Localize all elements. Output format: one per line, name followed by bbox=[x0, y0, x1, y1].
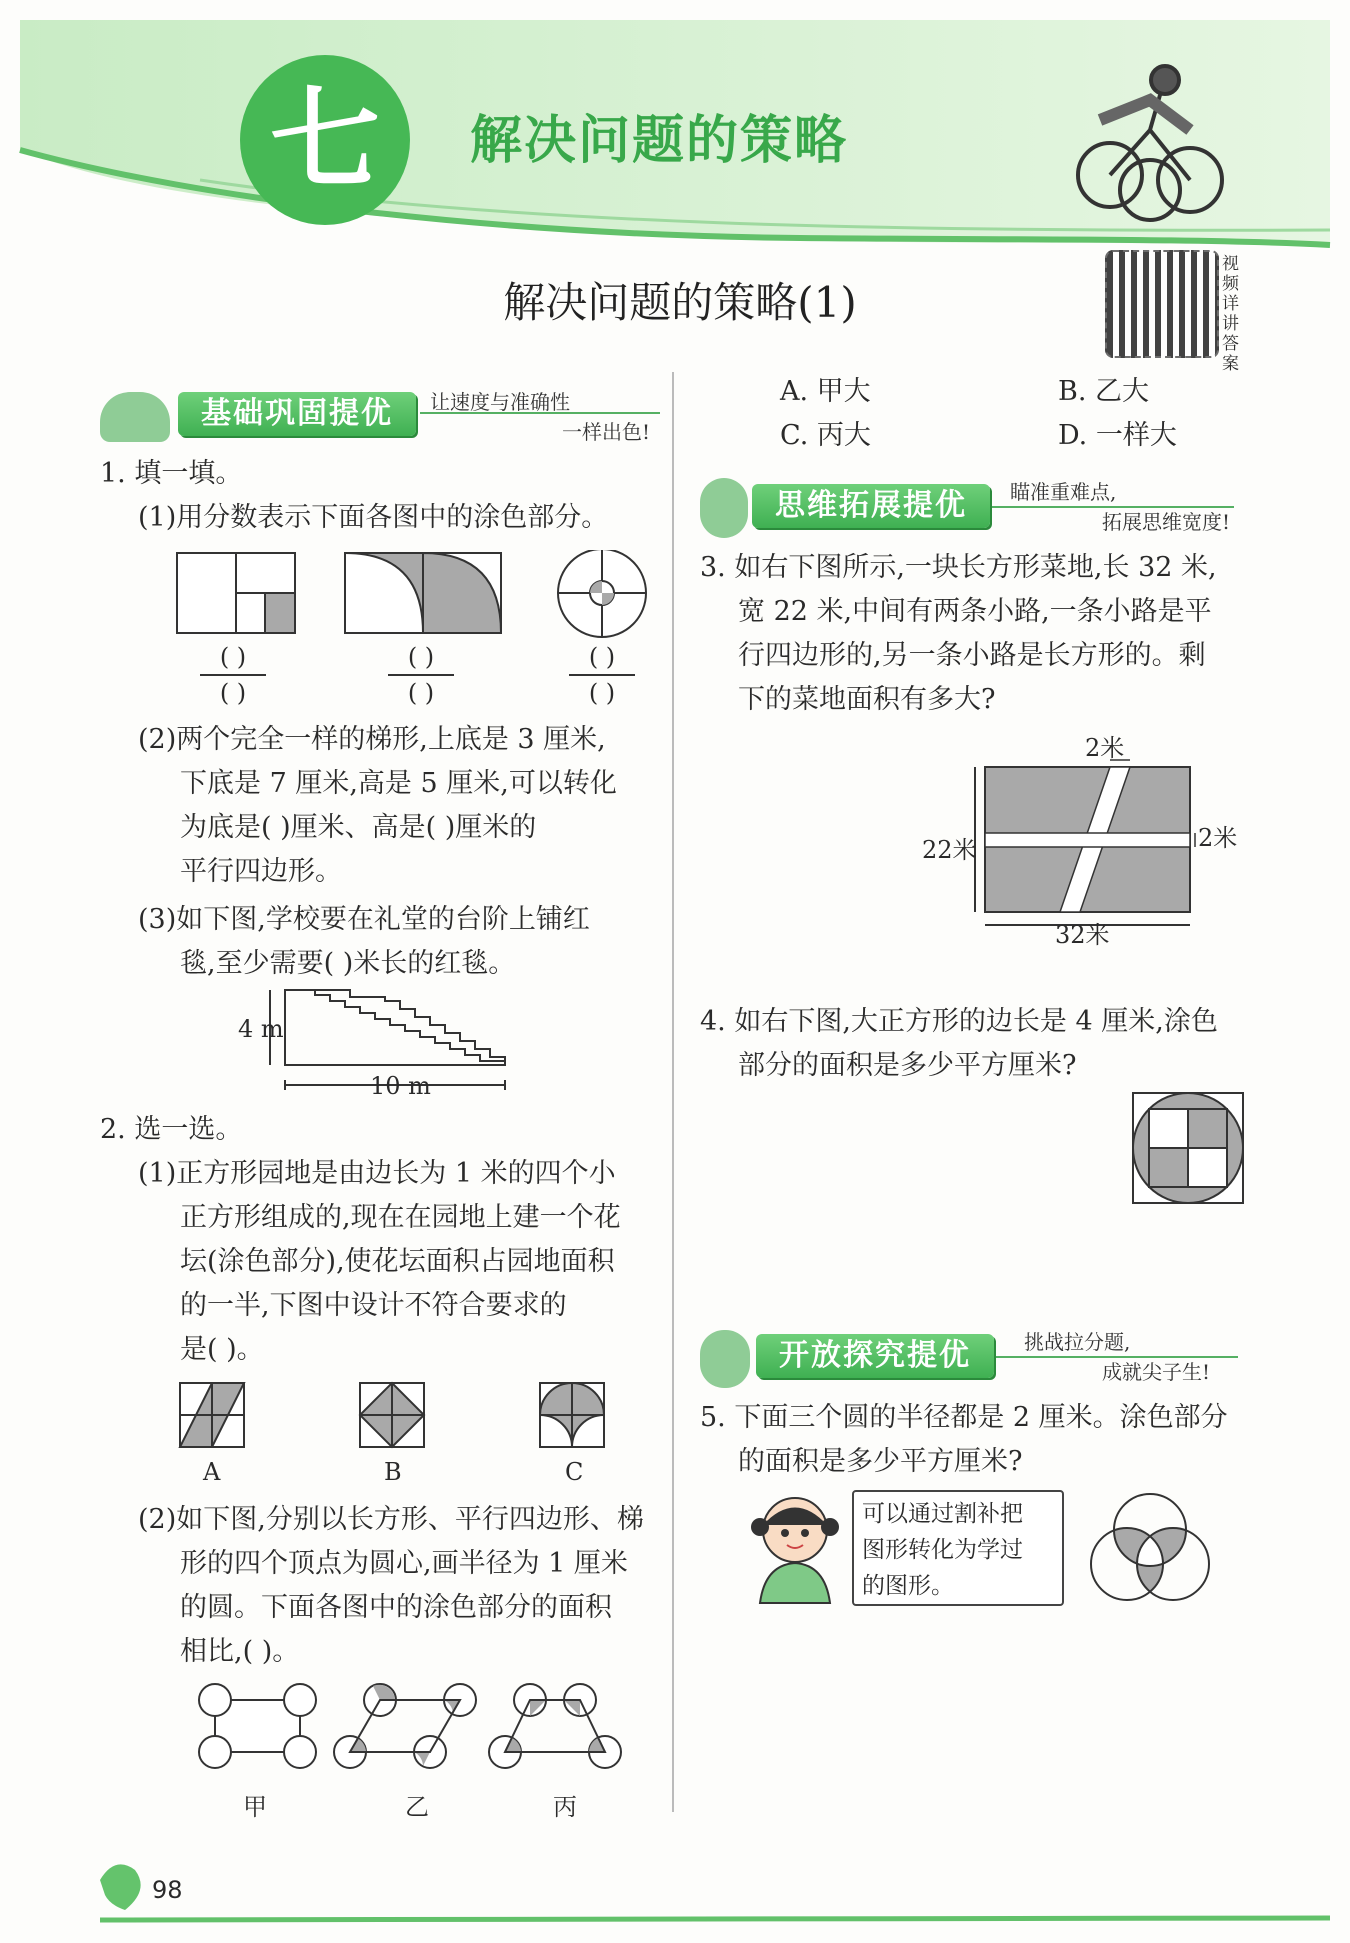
section-basic-slogan1: 让速度与准确性 bbox=[430, 390, 570, 414]
q2-part1-line2: 正方形组成的,现在在园地上建一个花 bbox=[180, 1202, 621, 1233]
design-c-label: C bbox=[565, 1458, 584, 1486]
q1-part2-line2: 下底是 7 厘米,高是 5 厘米,可以转化 bbox=[180, 768, 617, 799]
design-a-label: A bbox=[203, 1458, 221, 1486]
three-circles-diagram bbox=[1085, 1490, 1215, 1605]
fraction-blank-3[interactable] bbox=[565, 640, 639, 710]
q1-part2-line1: (2)两个完全一样的梯形,上底是 3 厘米, bbox=[138, 724, 606, 755]
figure-target-circle bbox=[558, 550, 646, 637]
q4-line2: 部分的面积是多少平方厘米? bbox=[738, 1050, 1077, 1081]
qr-code[interactable] bbox=[1105, 250, 1219, 358]
option-d[interactable]: D. 一样大 bbox=[1058, 420, 1177, 451]
fraction-blank-2[interactable] bbox=[384, 640, 458, 710]
q1-part3-line2[interactable]: 毯,至少需要( )米长的红毯。 bbox=[180, 948, 516, 979]
fraction-blank-1[interactable] bbox=[196, 640, 270, 710]
q1-part2-line3[interactable]: 为底是( )厘米、高是( )厘米的 bbox=[180, 812, 537, 843]
field-width-label: 32米 bbox=[1055, 921, 1110, 949]
hint-line2: 图形转化为学过 bbox=[862, 1537, 1023, 1563]
page-number: 98 bbox=[152, 1876, 183, 1904]
shape-bing bbox=[489, 1684, 621, 1768]
q2-part1-line5[interactable]: 是( )。 bbox=[180, 1334, 264, 1365]
q2-part2-line2: 形的四个顶点为圆心,画半径为 1 厘米 bbox=[180, 1548, 628, 1579]
shape-jia-label: 甲 bbox=[243, 1793, 267, 1821]
q5-line2: 的面积是多少平方厘米? bbox=[738, 1446, 1023, 1477]
design-b bbox=[360, 1383, 424, 1447]
option-a[interactable]: A. 甲大 bbox=[780, 376, 871, 407]
section-open-label: 开放探究提优 bbox=[756, 1334, 994, 1378]
q3-line2: 宽 22 米,中间有两条小路,一条小路是平 bbox=[738, 596, 1212, 627]
figure-quarter-circle bbox=[345, 553, 501, 633]
q2-part1-line4: 的一半,下图中设计不符合要求的 bbox=[180, 1290, 567, 1321]
hint-speech-bubble bbox=[852, 1490, 1064, 1606]
mascot-icon bbox=[700, 478, 748, 538]
section-basic-label: 基础巩固提优 bbox=[178, 392, 416, 436]
section-open-slogan1: 挑战拉分题, bbox=[1024, 1330, 1131, 1354]
design-a bbox=[180, 1383, 244, 1447]
section-open-slogan2: 成就尖子生! bbox=[1101, 1360, 1210, 1384]
denominator-blank[interactable]: ( ) bbox=[407, 679, 435, 707]
numerator-blank[interactable]: ( ) bbox=[219, 643, 247, 671]
column-divider bbox=[672, 372, 674, 1812]
q1-part1: (1)用分数表示下面各图中的涂色部分。 bbox=[138, 502, 609, 533]
q2-part2-line4[interactable]: 相比,( )。 bbox=[180, 1636, 300, 1667]
chapter-title: 解决问题的策略 bbox=[470, 111, 849, 171]
denominator-blank[interactable]: ( ) bbox=[219, 679, 247, 707]
dolphin-icon bbox=[100, 1864, 141, 1910]
hint-line3: 的图形。 bbox=[862, 1573, 954, 1599]
q3-line3: 行四边形的,另一条小路是长方形的。剩 bbox=[738, 640, 1206, 671]
figure-square-grid bbox=[177, 553, 295, 633]
section-thinking-slogan1: 瞄准重难点, bbox=[1010, 480, 1117, 504]
field-height-label: 22米 bbox=[922, 836, 977, 864]
road-width-top-label: 2米 bbox=[1085, 734, 1125, 762]
q2-circle-shapes bbox=[185, 1675, 645, 1785]
chapter-numeral: 七 bbox=[270, 76, 380, 204]
q2-part1-line1: (1)正方形园地是由边长为 1 米的四个小 bbox=[138, 1158, 616, 1189]
q4-line1: 4. 如右下图,大正方形的边长是 4 厘米,涂色 bbox=[700, 1006, 1218, 1037]
mascot-icon bbox=[100, 392, 170, 442]
stairs-height-label: 4 m bbox=[238, 1015, 284, 1043]
denominator-blank[interactable]: ( ) bbox=[588, 679, 616, 707]
section-thinking-slogan2: 拓展思维宽度! bbox=[1101, 510, 1230, 534]
q4-square-circle-diagram bbox=[1130, 1090, 1246, 1206]
q2-part2-line1: (2)如下图,分别以长方形、平行四边形、梯 bbox=[138, 1504, 644, 1535]
q2-title: 2. 选一选。 bbox=[100, 1114, 243, 1145]
vegetable-field-diagram bbox=[955, 755, 1215, 935]
section-thinking-label: 思维拓展提优 bbox=[752, 484, 990, 528]
hint-line1: 可以通过割补把 bbox=[862, 1501, 1023, 1527]
design-b-label: B bbox=[384, 1458, 402, 1486]
mascot-icon bbox=[700, 1330, 750, 1388]
q3-line1: 3. 如右下图所示,一块长方形菜地,长 32 米, bbox=[700, 552, 1217, 583]
q2-part1-line3: 坛(涂色部分),使花坛面积占园地面积 bbox=[180, 1246, 615, 1277]
numerator-blank[interactable]: ( ) bbox=[407, 643, 435, 671]
q1-part2-line4: 平行四边形。 bbox=[180, 856, 342, 887]
stairs-width-label: 10 m bbox=[370, 1072, 431, 1100]
girl-illustration bbox=[735, 1485, 855, 1605]
shape-bing-label: 丙 bbox=[553, 1793, 577, 1821]
qr-caption: 视频详讲答案 bbox=[1222, 254, 1239, 374]
option-b[interactable]: B. 乙大 bbox=[1058, 376, 1150, 407]
lesson-title: 解决问题的策略(1) bbox=[503, 278, 857, 327]
q5-line1: 5. 下面三个圆的半径都是 2 厘米。涂色部分 bbox=[700, 1402, 1228, 1433]
section-basic-slogan2: 一样出色! bbox=[561, 420, 650, 444]
q1-fraction-figures bbox=[170, 550, 650, 645]
shape-yi bbox=[334, 1684, 476, 1768]
option-c[interactable]: C. 丙大 bbox=[780, 420, 871, 451]
q2-garden-designs bbox=[175, 1380, 615, 1450]
chapter-number-badge bbox=[240, 55, 410, 225]
shape-jia bbox=[199, 1684, 316, 1768]
q1-part3-line1: (3)如下图,学校要在礼堂的台阶上铺红 bbox=[138, 904, 590, 935]
q3-line4: 下的菜地面积有多大? bbox=[738, 684, 996, 715]
q2-part2-line3: 的圆。下面各图中的涂色部分的面积 bbox=[180, 1592, 612, 1623]
q1-title: 1. 填一填。 bbox=[100, 458, 243, 489]
numerator-blank[interactable]: ( ) bbox=[588, 643, 616, 671]
footer-decoration bbox=[80, 1850, 1340, 1930]
design-c bbox=[540, 1383, 604, 1447]
road-width-right-label: 2米 bbox=[1198, 824, 1238, 852]
shape-yi-label: 乙 bbox=[405, 1793, 429, 1821]
